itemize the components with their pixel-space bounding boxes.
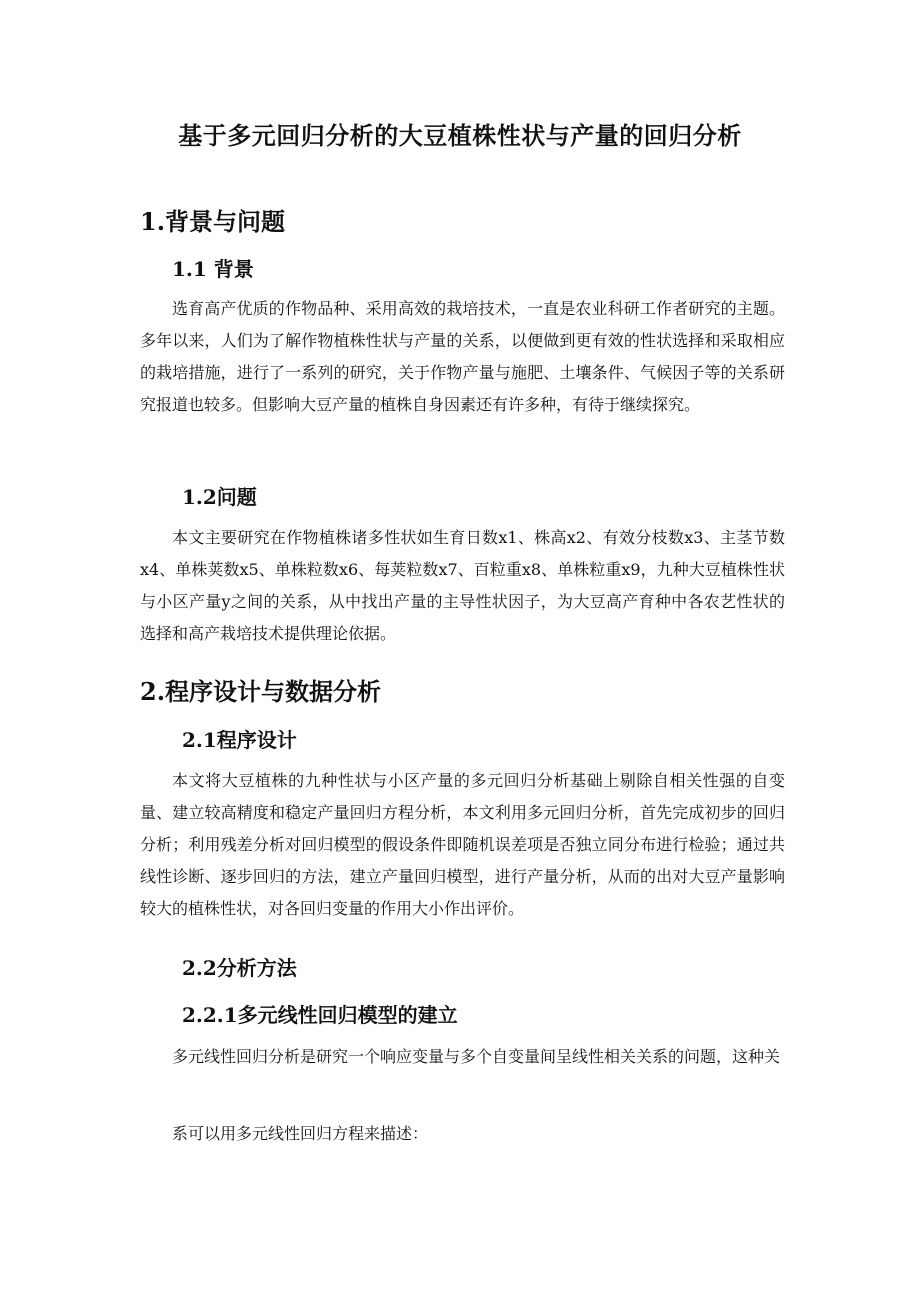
section-1-1-paragraph: 选育高产优质的作物品种、采用高效的栽培技术，一直是农业科研工作者研究的主题。多年以来，人们为了解作物植株性状与产量的关系，以便做到更有效的性状选择和采取相应的栽培措施，进行了一系列的研究，关于作物产量与施肥、土壤条件、气候因子等的关系研究报道也较多。但影响大豆产量的植株自身因素还有许多种，有待于继续探究。	[140, 299, 785, 414]
document-title: 基于多元回归分析的大豆植株性状与产量的回归分析	[178, 121, 742, 150]
section-2-heading: 2.程序设计与数据分析	[140, 677, 382, 706]
section-1-2-heading: 1.2问题	[182, 485, 257, 509]
section-1-heading: 1.背景与问题	[140, 207, 286, 236]
section-2-2-1-continuation: 系可以用多元线性回归方程来描述：	[172, 1124, 429, 1143]
section-2-2-1-paragraph: 多元线性回归分析是研究一个响应变量与多个自变量间呈线性相关关系的问题，这种关	[172, 1047, 781, 1066]
section-1-2-paragraph: 本文主要研究在作物植株诸多性状如生育日数x1、株高x2、有效分枝数x3、主茎节数x4、单株荚数x5、单株粒数x6、每荚粒数x7、百粒重x8、单株粒重x9，九种大豆植株性状与小区产量y之间的关系，从中找出产量的主导性状因子，为大豆高产育种中各农艺性状的选择和高产栽培技术提供理论依据。	[140, 528, 785, 643]
section-2-2-1-heading: 2.2.1多元线性回归模型的建立	[182, 1003, 458, 1027]
section-2-2-heading: 2.2分析方法	[182, 956, 297, 980]
section-1-1-heading: 1.1 背景	[172, 257, 254, 281]
section-2-1-heading: 2.1程序设计	[182, 728, 297, 752]
section-2-1-paragraph: 本文将大豆植株的九种性状与小区产量的多元回归分析基础上剔除自相关性强的自变量、建立较高精度和稳定产量回归方程分析，本文利用多元回归分析，首先完成初步的回归分析；利用残差分析对回归模型的假设条件即随机误差项是否独立同分布进行检验；通过共线性诊断、逐步回归的方法，建立产量回归模型，进行产量分析，从而的出对大豆产量影响较大的植株性状，对各回归变量的作用大小作出评价。	[140, 771, 785, 918]
